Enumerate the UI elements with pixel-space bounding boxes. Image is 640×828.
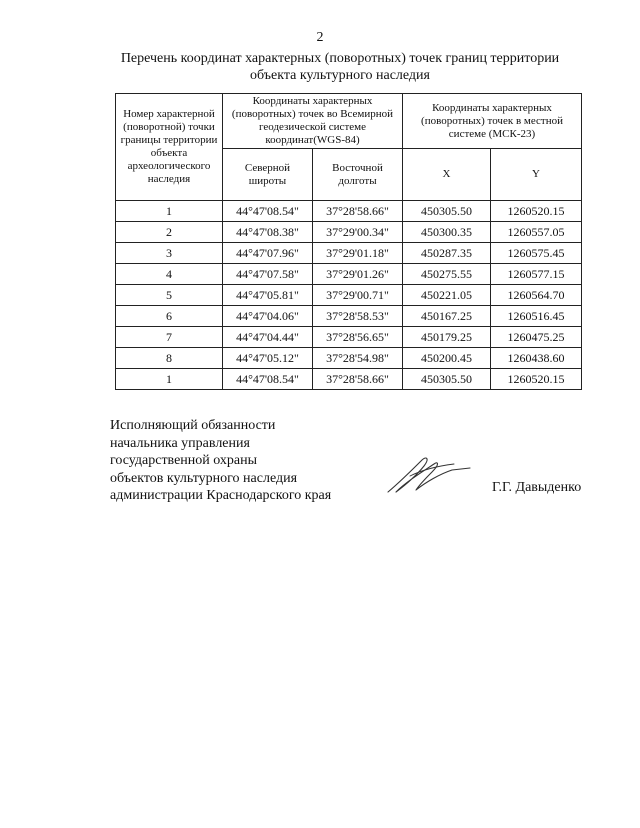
cell-x: 450287.35 [403,243,491,264]
signature-block [110,417,331,505]
cell-latitude: 44°47'05.81" [223,285,313,306]
cell-longitude: 37°29'00.71" [313,285,403,306]
table-body [116,201,582,390]
cell-y: 1260475.25 [491,327,582,348]
signer-title-line: администрации Краснодарского края [110,488,332,503]
signer-name: Г.Г. Давыденко [492,480,582,495]
cell-y: 1260575.45 [491,243,582,264]
cell-longitude: 37°28'56.65" [313,327,403,348]
cell-latitude: 44°47'08.38" [223,222,313,243]
cell-latitude: 44°47'04.44" [223,327,313,348]
table-row [116,285,582,306]
table-row [116,327,582,348]
signer-title-line: Исполняющий обязанности [110,418,276,433]
cell-latitude: 44°47'07.96" [223,243,313,264]
signer-title-line: государственной охраны [110,453,258,468]
cell-point-number: 1 [116,201,223,222]
cell-point-number: 1 [116,369,223,390]
cell-x: 450275.55 [403,264,491,285]
cell-point-number: 4 [116,264,223,285]
cell-longitude: 37°28'58.53" [313,306,403,327]
signer-title-line: начальника управления [110,435,250,451]
cell-point-number: 3 [116,243,223,264]
signer-title-line: объектов культурного наследия [110,470,298,486]
cell-point-number: 6 [116,306,223,327]
coordinates-table [115,93,582,390]
title-line-1: Перечень координат характерных (поворотных) точек границ территории [120,51,560,66]
cell-longitude: 37°29'00.34" [313,222,403,243]
cell-point-number: 8 [116,348,223,369]
cell-x: 450300.35 [403,222,491,243]
table-row [116,222,582,243]
cell-latitude: 44°47'04.06" [223,306,313,327]
cell-latitude: 44°47'08.54" [223,369,313,390]
cell-latitude: 44°47'05.12" [223,348,313,369]
cell-longitude: 37°28'58.66" [313,201,403,222]
cell-y: 1260564.70 [491,285,582,306]
cell-x: 450167.25 [403,306,491,327]
cell-longitude: 37°28'58.66" [313,369,403,390]
table-row [116,201,582,222]
page-number: 2 [316,30,324,45]
cell-x: 450221.05 [403,285,491,306]
table-row [116,348,582,369]
cell-longitude: 37°29'01.26" [313,264,403,285]
header-y: Y [491,149,582,201]
cell-x: 450179.25 [403,327,491,348]
table-row [116,369,582,390]
cell-x: 450305.50 [403,201,491,222]
cell-y: 1260577.15 [491,264,582,285]
cell-y: 1260520.15 [491,369,582,390]
handwritten-signature [382,452,472,498]
table-row [116,306,582,327]
cell-point-number: 7 [116,327,223,348]
cell-point-number: 5 [116,285,223,306]
cell-y: 1260438.60 [491,348,582,369]
cell-y: 1260520.15 [491,201,582,222]
header-msk23: Координаты характерных (поворотных) точек в местной системе (МСК-23) [403,94,582,149]
header-longitude: Восточной долготы [313,149,403,201]
title-line-2: объекта культурного наследия [250,68,430,83]
header-x: X [403,149,491,201]
table-row [116,264,582,285]
table-header-row [116,94,582,149]
cell-latitude: 44°47'08.54" [223,201,313,222]
cell-longitude: 37°28'54.98" [313,348,403,369]
document-title [100,50,580,84]
cell-x: 450305.50 [403,369,491,390]
header-latitude: Северной широты [223,149,313,201]
cell-latitude: 44°47'07.58" [223,264,313,285]
header-wgs84: Координаты характерных (поворотных) точек во Всемирной геодезической системе координат(WGS-84) [223,94,403,149]
cell-x: 450200.45 [403,348,491,369]
header-point-number: Номер характерной (поворотной) точки границы территории объекта археологического наследия [116,94,223,201]
cell-point-number: 2 [116,222,223,243]
cell-y: 1260557.05 [491,222,582,243]
table-row [116,243,582,264]
cell-y: 1260516.45 [491,306,582,327]
cell-longitude: 37°29'01.18" [313,243,403,264]
